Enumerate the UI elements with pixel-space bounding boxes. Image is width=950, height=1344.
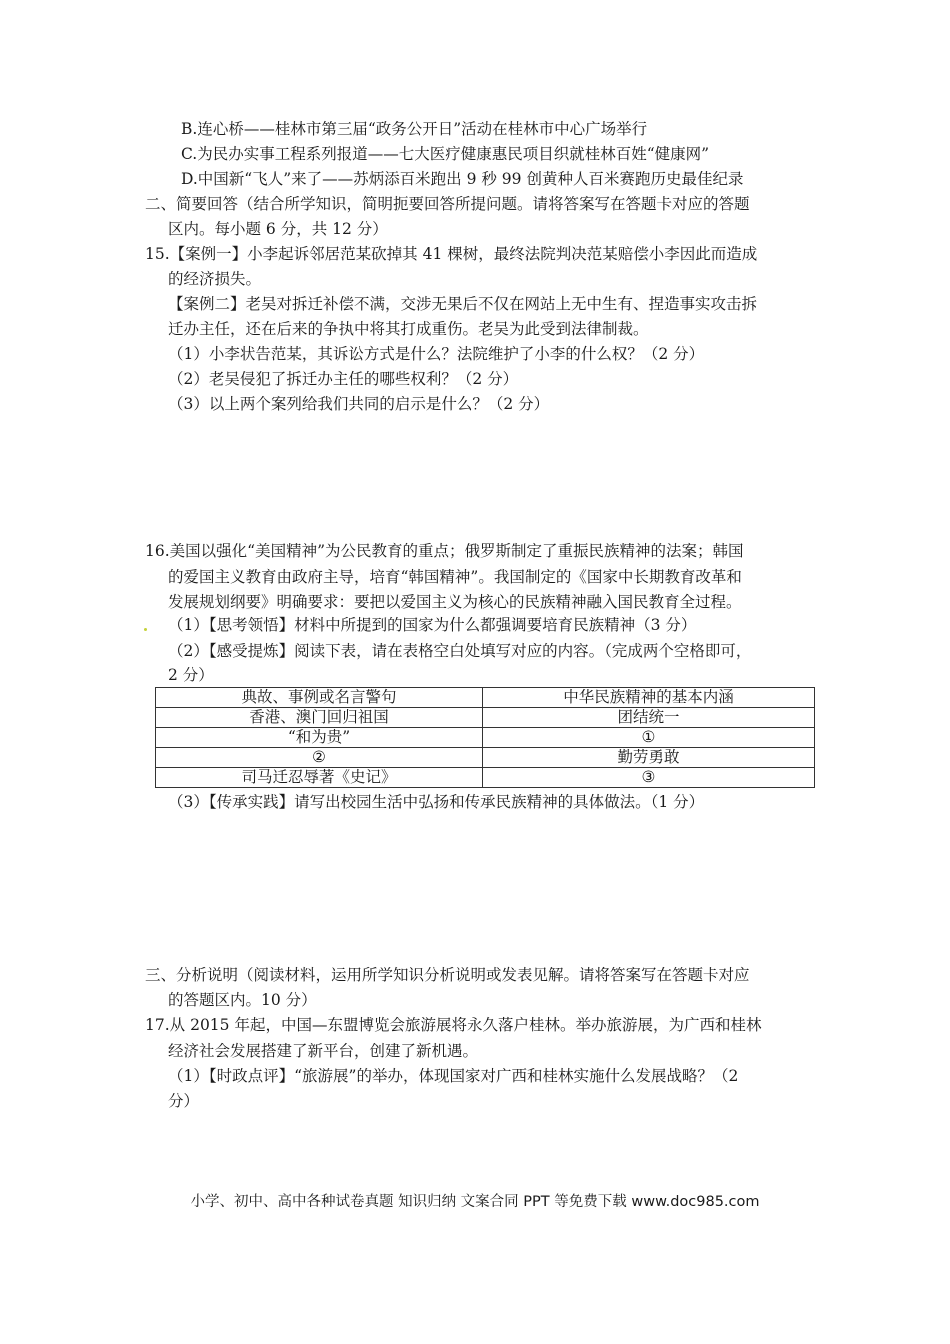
q15-case1: 15.【案例一】小李起诉邻居范某砍掉其 41 棵树，最终法院判决范某赔偿小李因此而造成 [145, 245, 758, 263]
q17-sub1: （1）【时政点评】“旅游展”的举办，体现国家对广西和桂林实施什么发展战略？（2 [168, 1067, 739, 1085]
q17-material: 17.从 2015 年起，中国—东盟博览会旅游展将永久落户桂林。举办旅游展，为广西和桂林 [145, 1016, 762, 1034]
table-cell: ② [156, 748, 483, 768]
table-header-cell: 典故、事例或名言警句 [156, 688, 483, 708]
section2-heading-cont: 区内。每小题 6 分，共 12 分） [168, 220, 388, 238]
q15-case2-cont: 迁办主任，还在后来的争执中将其打成重伤。老吴为此受到法律制裁。 [168, 320, 649, 338]
q16-sub2: （2）【感受提炼】阅读下表，请在表格空白处填写对应的内容。（完成两个空格即可， [168, 642, 752, 660]
section3-heading: 三、分析说明（阅读材料，运用所学知识分析说明或发表见解。请将答案写在答题卡对应 [145, 966, 750, 984]
q15-sub1: （1）小李状告范某，其诉讼方式是什么？法院维护了小李的什么权？（2 分） [168, 345, 705, 363]
national-spirit-table [155, 687, 815, 788]
q15-case1-cont: 的经济损失。 [168, 270, 262, 288]
stray-dot [144, 628, 147, 631]
page-footer: 小学、初中、高中各种试卷真题 知识归纳 文案合同 PPT 等免费下载 www.doc985.com [190, 1194, 760, 1210]
q14-option-c: C.为民办实事工程系列报道——七大医疗健康惠民项目织就桂林百姓“健康网” [181, 145, 710, 163]
q17-material-cont: 经济社会发展搭建了新平台，创建了新机遇。 [168, 1042, 479, 1060]
q16-material-cont1: 的爱国主义教育由政府主导，培育“韩国精神”。我国制定的《国家中长期教育改革和 [168, 568, 742, 586]
section2-heading: 二、简要回答（结合所学知识，简明扼要回答所提问题。请将答案写在答题卡对应的答题 [145, 195, 750, 213]
table-cell: 勤劳勇敢 [483, 748, 815, 768]
q16-sub1: （1）【思考领悟】材料中所提到的国家为什么都强调要培育民族精神（3 分） [168, 616, 697, 634]
table-cell: 团结统一 [483, 708, 815, 728]
q16-material-cont2: 发展规划纲要》明确要求：要把以爱国主义为核心的民族精神融入国民教育全过程。 [168, 593, 742, 611]
q15-case2: 【案例二】老吴对拆迁补偿不满，交涉无果后不仅在网站上无中生有、捏造事实攻击拆 [168, 295, 758, 313]
table-header-row [156, 688, 815, 708]
q14-option-d: D.中国新“飞人”来了——苏炳添百米跑出 9 秒 99 创黄种人百米赛跑历史最佳纪录 [181, 170, 744, 188]
table-header-cell: 中华民族精神的基本内涵 [483, 688, 815, 708]
table-row [156, 748, 815, 768]
q16-sub2-cont: 2 分） [168, 666, 214, 684]
table-cell: 香港、澳门回归祖国 [156, 708, 483, 728]
table-cell: ③ [483, 768, 815, 788]
q14-option-b: B.连心桥——桂林市第三届“政务公开日”活动在桂林市中心广场举行 [181, 120, 648, 138]
q16-sub3: （3）【传承实践】请写出校园生活中弘扬和传承民族精神的具体做法。（1 分） [168, 793, 705, 811]
section3-heading-cont: 的答题区内。10 分） [168, 991, 317, 1009]
q16-material: 16.美国以强化“美国精神”为公民教育的重点；俄罗斯制定了重振民族精神的法案；韩国 [145, 542, 744, 560]
table-cell: ① [483, 728, 815, 748]
table-row [156, 708, 815, 728]
table-cell: 司马迁忍辱著《史记》 [156, 768, 483, 788]
q15-sub2: （2）老吴侵犯了拆迁办主任的哪些权利？（2 分） [168, 370, 519, 388]
table-cell: “和为贵” [156, 728, 483, 748]
table-row [156, 728, 815, 748]
table-row [156, 768, 815, 788]
q17-sub1-cont: 分） [168, 1092, 200, 1110]
q15-sub3: （3）以上两个案列给我们共同的启示是什么？（2 分） [168, 395, 550, 413]
